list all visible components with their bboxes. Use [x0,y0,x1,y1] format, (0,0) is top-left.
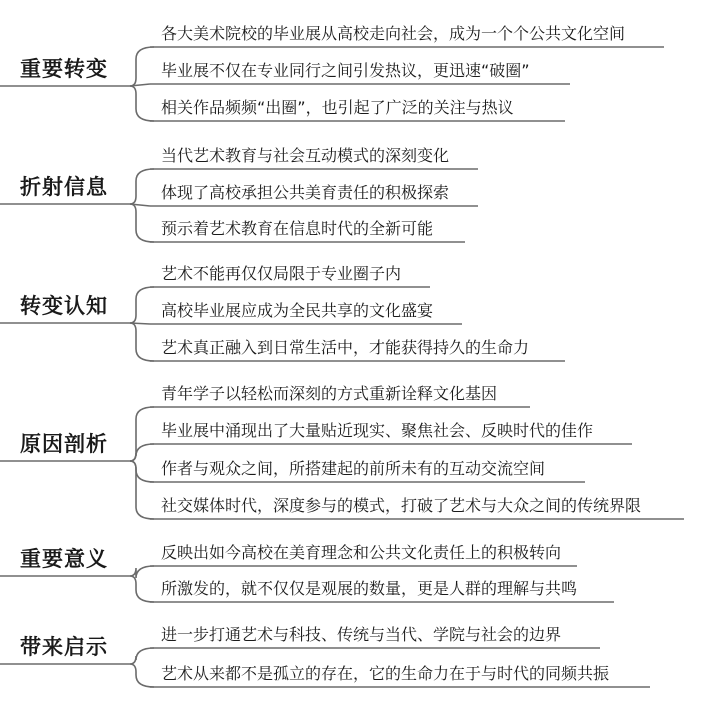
branch-connector [130,461,154,482]
branch-connector [130,84,150,86]
branch-item: 毕业展不仅在专业同行之间引发热议，更迅速“破圈” [161,61,530,80]
branch-connector [130,47,154,86]
branch-connector [130,407,154,461]
section-title: 转变认知 [20,294,108,318]
branch-connector [130,169,154,204]
branch-item: 反映出如今高校在美育理念和公共文化责任上的积极转向 [161,543,562,562]
section-title: 重要意义 [20,547,108,571]
branch-item: 艺术不能再仅仅局限于专业圈子内 [161,264,402,283]
branch-item: 作者与观众之间，所搭建起的前所未有的互动交流空间 [161,459,546,478]
section-title: 重要转变 [20,57,108,81]
section-title: 原因剖析 [20,432,108,456]
section-title: 带来启示 [20,635,108,659]
section-title: 折射信息 [20,175,108,199]
branch-connector [130,664,154,687]
branch-connector [130,287,154,323]
branch-connector [130,576,154,602]
branch-item: 所激发的，就不仅仅是观展的数量，更是人群的理解与共鸣 [161,579,578,598]
branch-connector [130,323,154,361]
branch-item: 进一步打通艺术与科技、传统与当代、学院与社会的边界 [161,625,562,644]
branch-connector [130,86,154,121]
branch-connector [130,444,154,461]
branch-item: 体现了高校承担公共美育责任的积极探索 [161,183,450,202]
branch-connector [130,461,154,519]
branch-item: 高校毕业展应成为全民共享的文化盛宴 [161,301,434,320]
branch-connector [130,648,154,664]
branch-connector [130,204,154,242]
branch-item: 当代艺术教育与社会互动模式的深刻变化 [161,146,450,165]
branch-item: 社交媒体时代，深度参与的模式，打破了艺术与大众之间的传统界限 [161,496,642,515]
branch-item: 相关作品频频“出圈”，也引起了广泛的关注与热议 [161,98,514,117]
branch-item: 各大美术院校的毕业展从高校走向社会，成为一个个公共文化空间 [161,24,626,43]
branch-item: 艺术从来都不是孤立的存在，它的生命力在于与时代的同频共振 [161,664,610,683]
branch-item: 预示着艺术教育在信息时代的全新可能 [161,219,434,238]
branch-item: 毕业展中涌现出了大量贴近现实、聚焦社会、反映时代的佳作 [161,421,594,440]
branch-item: 艺术真正融入到日常生活中，才能获得持久的生命力 [161,338,530,357]
branch-item: 青年学子以轻松而深刻的方式重新诠释文化基因 [161,384,498,403]
